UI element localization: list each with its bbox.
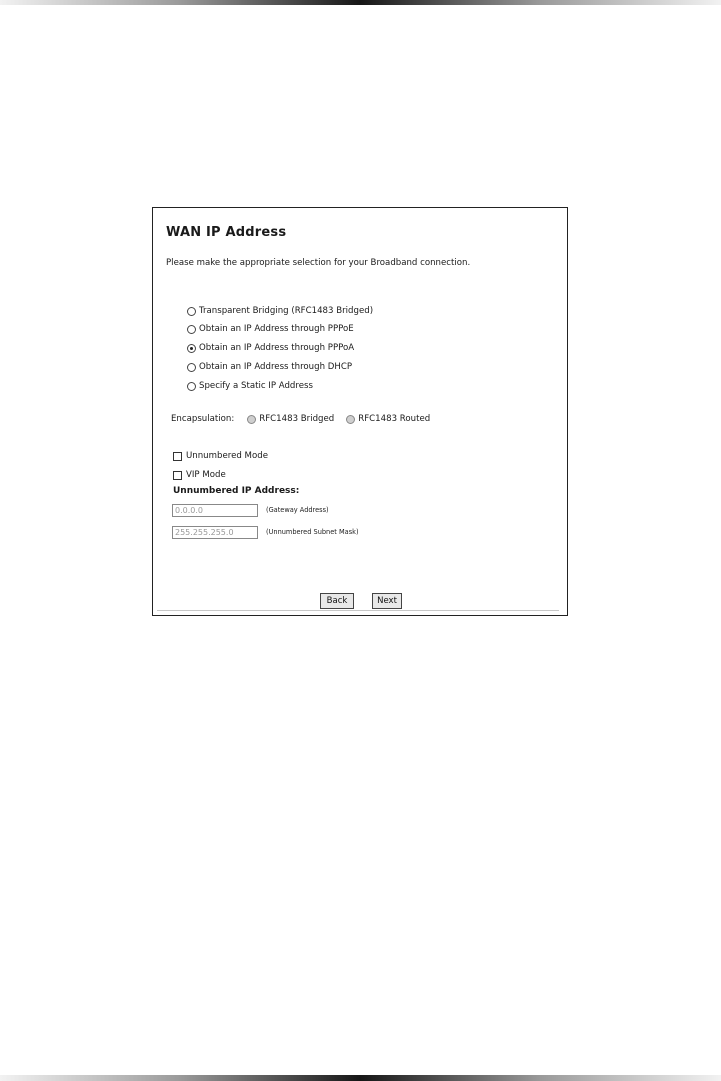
encapsulation-option-routed[interactable]	[346, 414, 430, 424]
option-static-ip[interactable]	[187, 380, 313, 392]
vip-mode-option[interactable]	[173, 469, 226, 481]
top-decorative-bar	[0, 0, 721, 5]
option-label: Obtain an IP Address through PPPoA	[199, 343, 355, 353]
unnumbered-mode-checkbox[interactable]	[173, 452, 182, 461]
back-button[interactable]: Back	[320, 593, 354, 609]
option-label: Obtain an IP Address through DHCP	[199, 362, 353, 372]
next-button[interactable]: Next	[372, 593, 402, 609]
radio-dhcp[interactable]	[187, 363, 196, 372]
checkbox-label: VIP Mode	[186, 470, 226, 480]
encapsulation-row	[171, 413, 442, 425]
option-pppoa[interactable]	[187, 342, 354, 354]
option-label: Obtain an IP Address through PPPoE	[199, 324, 354, 334]
unnumbered-mode-option[interactable]	[173, 450, 268, 462]
gateway-address-note: (Gateway Address)	[266, 506, 329, 514]
radio-rfc1483-routed[interactable]	[346, 415, 355, 424]
wan-ip-address-panel	[152, 207, 568, 616]
encapsulation-option-label: RFC1483 Bridged	[259, 414, 335, 424]
option-dhcp[interactable]	[187, 361, 352, 373]
option-transparent-bridging[interactable]	[187, 305, 373, 317]
radio-pppoa[interactable]	[187, 344, 196, 353]
subnet-mask-note: (Unnumbered Subnet Mask)	[266, 528, 359, 536]
unnumbered-ip-heading: Unnumbered IP Address:	[173, 486, 300, 496]
option-label: Specify a Static IP Address	[199, 381, 313, 391]
vip-mode-checkbox[interactable]	[173, 471, 182, 480]
encapsulation-label: Encapsulation:	[171, 414, 235, 424]
radio-transparent-bridging[interactable]	[187, 307, 196, 316]
page-title: WAN IP Address	[166, 225, 287, 240]
radio-static-ip[interactable]	[187, 382, 196, 391]
radio-pppoe[interactable]	[187, 325, 196, 334]
subnet-mask-input[interactable]	[172, 526, 258, 539]
bottom-decorative-bar	[0, 1075, 721, 1081]
radio-rfc1483-bridged[interactable]	[247, 415, 256, 424]
checkbox-label: Unnumbered Mode	[186, 451, 268, 461]
intro-text: Please make the appropriate selection for your Broadband connection.	[166, 258, 471, 268]
encapsulation-option-label: RFC1483 Routed	[358, 414, 431, 424]
gateway-address-input[interactable]	[172, 504, 258, 517]
gateway-address-row	[172, 503, 329, 517]
encapsulation-option-bridged[interactable]	[247, 414, 334, 424]
option-label: Transparent Bridging (RFC1483 Bridged)	[199, 306, 374, 316]
option-pppoe[interactable]	[187, 323, 354, 335]
subnet-mask-row	[172, 525, 359, 539]
footer-divider	[157, 610, 559, 611]
